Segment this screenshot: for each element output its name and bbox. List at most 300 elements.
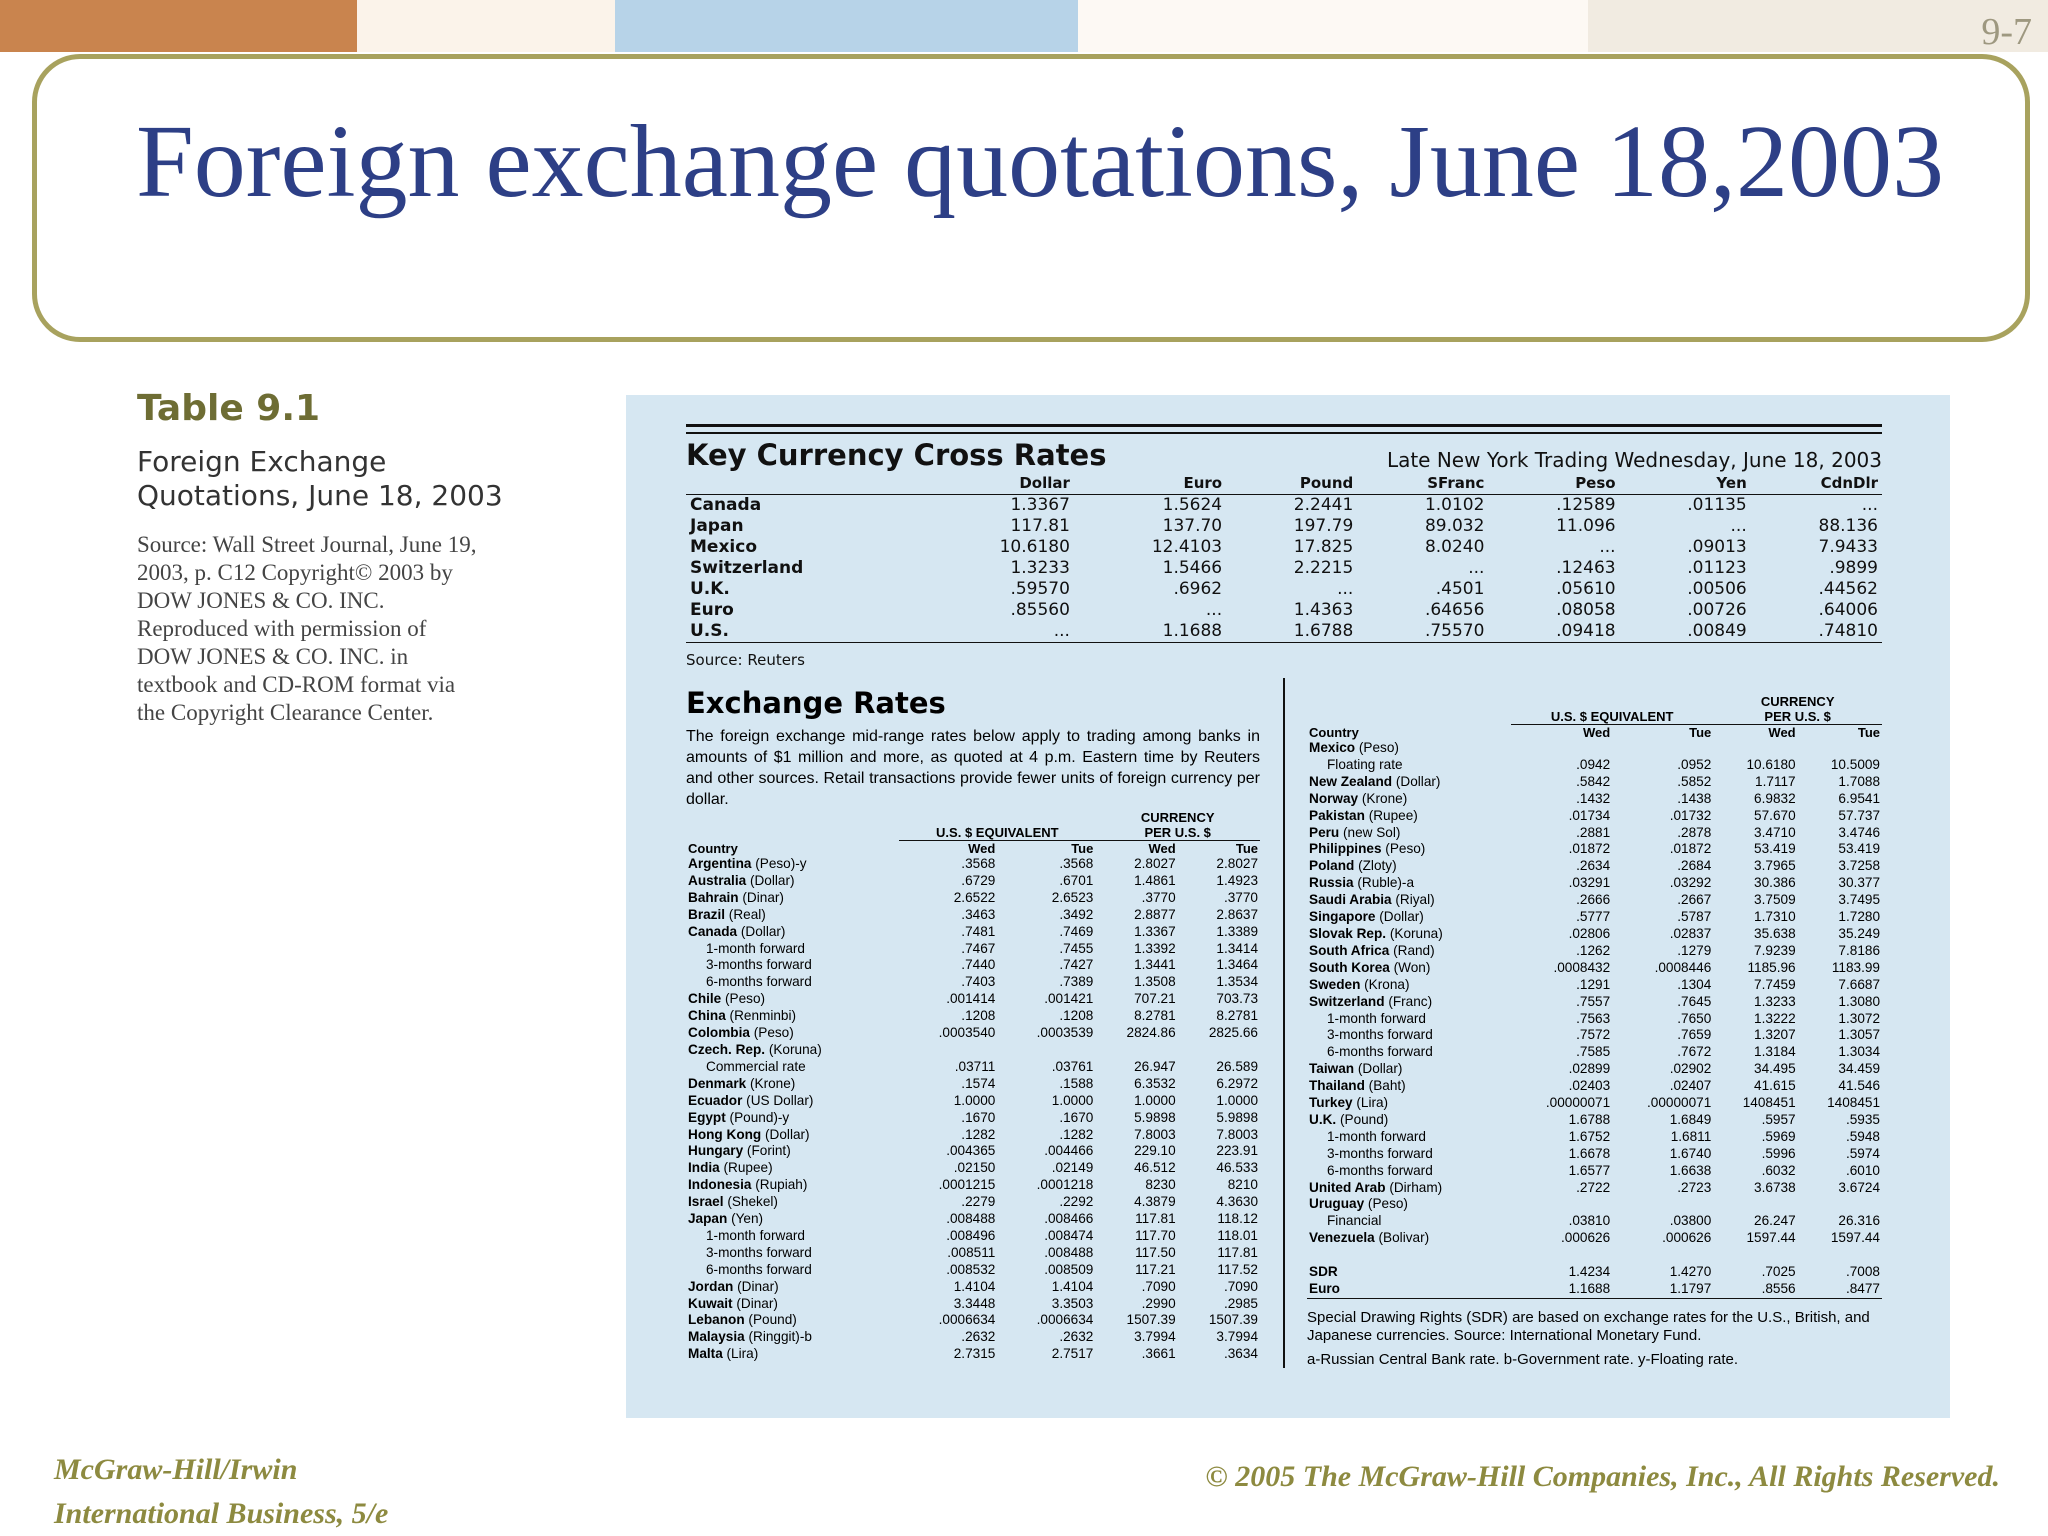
currency-name: (Dollar)	[1357, 1061, 1403, 1077]
country-cell	[686, 1346, 899, 1363]
country-name: Israel	[688, 1194, 728, 1210]
country-cell	[686, 1110, 899, 1127]
country-name: Turkey	[1309, 1095, 1357, 1111]
group-right-1: CURRENCY	[1140, 810, 1215, 825]
rate-cell: ...	[1337, 579, 1354, 599]
country-cell: 3-months forward	[706, 1244, 812, 1260]
rate-cell: .5948	[1845, 1128, 1880, 1144]
rate-cell: 1.4104	[953, 1278, 996, 1294]
currency-name: (Real)	[728, 906, 766, 922]
rate-cell: 1.3464	[1216, 957, 1258, 973]
rate-cell: .008488	[1044, 1244, 1094, 1260]
country-cell: 3-months forward	[706, 957, 812, 973]
rate-cell: 117.21	[1135, 1261, 1176, 1277]
rate-cell: 8230	[1145, 1177, 1176, 1193]
rate-cell	[1095, 1042, 1177, 1059]
rate-cell: 6.2972	[1216, 1075, 1258, 1091]
rate-cell: 1.6811	[1670, 1128, 1712, 1144]
table-row	[686, 974, 1260, 991]
rate-cell: .008509	[1044, 1261, 1094, 1277]
currency-name: (Forint)	[746, 1143, 791, 1159]
rate-cell: 7.8003	[1216, 1126, 1258, 1142]
currency-name: (Peso)	[1367, 1196, 1408, 1212]
country-cell	[686, 924, 899, 941]
currency-name: (Dollar)	[1395, 773, 1441, 789]
rate-cell: .5974	[1845, 1145, 1880, 1161]
rate-cell: 26.316	[1838, 1213, 1880, 1229]
country-name: Argentina	[688, 856, 756, 871]
rate-cell: .00506	[1687, 579, 1747, 599]
rate-cell: .001414	[946, 991, 996, 1007]
rate-cell: 3.6724	[1838, 1179, 1880, 1195]
country-cell	[686, 907, 899, 924]
rate-cell: .0001218	[1036, 1177, 1094, 1193]
table-row	[1307, 1196, 1882, 1213]
rate-cell: 1.3534	[1216, 974, 1258, 990]
rate-cell: ...	[1468, 558, 1485, 578]
rate-cell: 7.9433	[1818, 537, 1878, 557]
rate-cell: 10.5009	[1830, 756, 1880, 772]
column-header: Tue	[1689, 725, 1712, 740]
currency-name: (Peso)	[753, 1025, 794, 1041]
rate-cell: 1.1688	[1162, 621, 1223, 641]
cross-rates-source: Source: Reuters	[686, 651, 805, 669]
country-cell	[686, 873, 899, 890]
rate-cell: .2632	[961, 1329, 996, 1345]
column-header: Country	[688, 840, 738, 856]
rate-cell: .7572	[1576, 1027, 1611, 1043]
currency-name: (Peso)	[725, 991, 766, 1007]
rate-cell: 5.9898	[1134, 1109, 1176, 1125]
rate-cell: .008488	[946, 1211, 996, 1227]
exchange-rates-title: Exchange Rates	[686, 686, 946, 720]
country-cell: Mexico	[690, 537, 757, 557]
rate-cell: 35.638	[1754, 925, 1796, 941]
table-row	[686, 1042, 1260, 1059]
country-name: Hong Kong	[688, 1126, 766, 1142]
rate-cell: 1408451	[1742, 1095, 1796, 1111]
rate-cell: 2824.86	[1126, 1025, 1176, 1041]
currency-name: (Pound)-y	[729, 1109, 790, 1125]
country-cell	[1307, 825, 1511, 842]
country-cell	[686, 991, 899, 1008]
table-row	[686, 537, 1882, 558]
country-name: Taiwan	[1309, 1061, 1358, 1077]
currency-name: (Dinar)	[736, 1295, 778, 1311]
rate-cell: .01732	[1669, 807, 1712, 823]
rate-cell: 117.52	[1217, 1261, 1258, 1277]
rate-cell: .5787	[1677, 909, 1712, 925]
rate-cell: .1574	[961, 1075, 996, 1091]
table-source	[137, 531, 597, 727]
column-header: Wed	[968, 841, 996, 856]
currency-name: (Rand)	[1393, 942, 1435, 958]
rate-cell: .1262	[1576, 942, 1611, 958]
currency-name: (Ringgit)-b	[748, 1329, 812, 1345]
group-right-2: PER U.S. $	[1713, 709, 1882, 725]
currency-name: (Dinar)	[742, 889, 784, 905]
rate-cell: .2292	[1059, 1194, 1094, 1210]
rate-cell: 1.6577	[1568, 1162, 1611, 1178]
rate-cell: .1208	[961, 1008, 996, 1024]
rate-cell: .3568	[961, 856, 996, 871]
rate-cell: 2.8027	[1134, 856, 1176, 871]
rate-cell: .00726	[1687, 600, 1747, 620]
book-title: International Business, 5/e	[54, 1497, 389, 1530]
rate-cell: 1.3367	[1010, 495, 1070, 515]
table-row	[1307, 791, 1882, 808]
rate-cell: .03810	[1568, 1213, 1611, 1229]
country-cell	[1307, 1078, 1511, 1095]
rate-cell: .2632	[1059, 1329, 1094, 1345]
group-right-1: CURRENCY	[1760, 694, 1835, 709]
publisher-name: McGraw-Hill/Irwin	[54, 1453, 298, 1486]
cross-rates-section	[686, 424, 1882, 669]
country-cell: U.K.	[690, 579, 730, 599]
rate-cell: 1.3233	[1010, 558, 1070, 578]
country-cell	[686, 1329, 899, 1346]
rate-cell: 137.70	[1162, 516, 1223, 536]
rate-cell: 7.7459	[1754, 976, 1796, 992]
exchange-table-right	[1307, 694, 1882, 1299]
rate-cell: 117.70	[1135, 1227, 1176, 1243]
rate-cell: .1282	[961, 1126, 996, 1142]
rate-cell	[1612, 1247, 1713, 1264]
rate-cell	[1713, 740, 1797, 757]
exchange-rates-intro: The foreign exchange mid-range rates below apply to trading among banks in amounts of $1 million and more, as quoted at 4 p.m. Eastern time by Reuters and other sources. Retail transactions provide fewer units of foreign currency per dollar.	[686, 728, 1260, 808]
rate-cell: .1282	[1059, 1126, 1094, 1142]
country-cell: 6-months forward	[706, 974, 812, 990]
rate-cell: .00000071	[1545, 1095, 1611, 1111]
rate-cell: .000626	[1662, 1230, 1712, 1246]
rate-cell: .7389	[1059, 974, 1094, 990]
country-cell: Canada	[690, 495, 762, 515]
currency-name: (Peso)	[1358, 740, 1399, 755]
publisher-footer	[54, 1448, 388, 1536]
rate-cell: .12463	[1556, 558, 1616, 578]
rate-cell: .59570	[1010, 579, 1070, 599]
rate-cell: 46.533	[1216, 1160, 1258, 1176]
table-row	[686, 1296, 1260, 1313]
country-cell: 1-month forward	[1327, 1010, 1426, 1026]
country-cell	[1307, 1264, 1511, 1281]
rate-cell: 1.3222	[1754, 1010, 1796, 1026]
currency-name: (Lira)	[1356, 1095, 1389, 1111]
rate-cell: 1.0102	[1424, 495, 1485, 515]
rate-cell: .01872	[1669, 841, 1712, 857]
country-cell	[1307, 1112, 1511, 1129]
currency-name: (Yen)	[731, 1211, 764, 1227]
table-row	[686, 1025, 1260, 1042]
rate-cell: .03291	[1568, 875, 1611, 891]
rate-cell: .6010	[1845, 1162, 1880, 1178]
country-name: Norway	[1309, 790, 1362, 806]
rate-cell: .6729	[961, 872, 996, 888]
rate-cell: .2279	[961, 1194, 996, 1210]
rate-cell: 707.21	[1134, 991, 1176, 1007]
rate-cell: 3.7994	[1134, 1329, 1176, 1345]
source-line: DOW JONES & CO. INC. in	[137, 644, 409, 669]
table-row	[1307, 757, 1882, 774]
rate-cell: .7650	[1677, 1010, 1712, 1026]
table-row	[1307, 1281, 1882, 1298]
rate-cell: .5957	[1761, 1111, 1796, 1127]
rate-cell: 3.7495	[1838, 892, 1880, 908]
rate-cell: .0001215	[938, 1177, 996, 1193]
rate-cell: 1.3389	[1216, 923, 1258, 939]
rate-cell: 2.2441	[1293, 495, 1354, 515]
rate-cell: .9899	[1829, 558, 1878, 578]
rate-cell: 1.4234	[1568, 1264, 1611, 1280]
rate-cell: .0006634	[1036, 1312, 1094, 1328]
currency-name: (Krone)	[749, 1075, 796, 1091]
table-row	[1307, 841, 1882, 858]
country-cell	[1307, 774, 1511, 791]
rate-cell: .5935	[1845, 1111, 1880, 1127]
country-cell: 1-month forward	[1327, 1128, 1426, 1144]
source-line: DOW JONES & CO. INC.	[137, 588, 385, 613]
rate-cell: .7585	[1576, 1044, 1611, 1060]
slide-title: Foreign exchange quotations, June 18,2003	[135, 104, 1945, 219]
country-name: Philippines	[1309, 841, 1386, 857]
header-bar-beige	[1588, 0, 2048, 52]
rate-cell: 1.7088	[1838, 773, 1880, 789]
rate-cell: 1597.44	[1746, 1230, 1796, 1246]
rate-cell: 2.8637	[1216, 906, 1258, 922]
rate-cell: 6.9832	[1754, 790, 1796, 806]
rate-cell: 118.01	[1217, 1227, 1258, 1243]
currency-name: (Pound)	[1339, 1111, 1389, 1127]
country-cell	[1307, 926, 1511, 943]
currency-name: (Pound)	[748, 1312, 797, 1328]
source-line: textbook and CD-ROM format via	[137, 672, 456, 697]
rate-cell	[1798, 1247, 1882, 1264]
rate-cell: .5969	[1761, 1128, 1796, 1144]
column-header: SFranc	[1357, 472, 1488, 495]
rate-cell: 2.6523	[1051, 889, 1094, 905]
rate-cell	[997, 1042, 1095, 1059]
table-caption	[137, 445, 597, 513]
currency-name: (Dollar)	[765, 1126, 810, 1142]
currency-name: (new Sol)	[1343, 824, 1401, 840]
table-row	[686, 1194, 1260, 1211]
country-cell: U.S.	[690, 621, 729, 641]
country-cell	[686, 1025, 899, 1042]
rate-cell: .8556	[1761, 1281, 1796, 1296]
rate-cell: .03761	[1051, 1058, 1094, 1074]
currency-name: (Rupiah)	[755, 1177, 808, 1193]
rate-cell: 1507.39	[1126, 1312, 1176, 1328]
table-row	[1307, 1146, 1882, 1163]
column-header: Country	[1309, 724, 1359, 740]
table-number: Table 9.1	[137, 388, 321, 429]
country-cell	[1307, 875, 1511, 892]
table-row	[686, 600, 1882, 621]
country-cell	[1307, 960, 1511, 977]
table-row	[686, 1346, 1260, 1363]
rate-cell: 1.3057	[1838, 1027, 1880, 1043]
rate-cell: .64006	[1818, 600, 1878, 620]
currency-name: (Dinar)	[737, 1278, 779, 1294]
table-row	[1307, 892, 1882, 909]
rate-cell: .3634	[1223, 1346, 1258, 1362]
rate-cell: 6.3532	[1134, 1075, 1176, 1091]
table-row	[1307, 808, 1882, 825]
table-row	[686, 579, 1882, 600]
rate-cell: 1.4363	[1293, 600, 1354, 620]
rate-cell: .7008	[1845, 1264, 1880, 1280]
rate-cell: 1.6788	[1568, 1111, 1611, 1127]
table-row	[686, 1110, 1260, 1127]
rate-cell: .00000071	[1647, 1095, 1712, 1111]
country-cell	[1307, 994, 1511, 1011]
rate-cell: .64656	[1424, 600, 1485, 620]
country-cell	[686, 1127, 899, 1144]
rate-cell: .03800	[1669, 1213, 1712, 1229]
country-cell	[686, 1312, 899, 1329]
country-name: Egypt	[688, 1109, 730, 1125]
rate-cell: .1432	[1576, 790, 1611, 806]
country-cell: 6-months forward	[706, 1261, 812, 1277]
exchange-table-left	[686, 810, 1260, 1363]
sdr-note: Special Drawing Rights (SDR) are based on exchange rates for the U.S., British, and Japanese currencies. Source: International Monetary Fund.	[1307, 1308, 1870, 1344]
country-cell	[1307, 791, 1511, 808]
country-cell	[686, 1211, 899, 1228]
currency-name: (Krone)	[1361, 790, 1408, 806]
rate-cell: .0003540	[938, 1025, 996, 1041]
rate-cell: 229.10	[1134, 1143, 1176, 1159]
table-row	[686, 558, 1882, 579]
header-bar-blue	[615, 0, 1078, 52]
rate-cell: 6.9541	[1838, 790, 1880, 806]
country-cell	[686, 856, 899, 873]
rate-cell: 1408451	[1827, 1095, 1880, 1111]
country-cell	[1307, 1230, 1511, 1247]
rate-cell	[1178, 1042, 1260, 1059]
rate-cell: 1.0000	[953, 1092, 996, 1108]
header-bar-orange	[0, 0, 357, 52]
rate-cell: .5852	[1677, 773, 1712, 789]
country-cell: Switzerland	[690, 558, 804, 578]
rate-cell: .008474	[1044, 1227, 1094, 1243]
table-row	[1307, 977, 1882, 994]
table-row	[686, 890, 1260, 907]
rate-cell: 1597.44	[1830, 1230, 1880, 1246]
currency-name: (Peso)-y	[755, 856, 807, 871]
rate-cell: .7645	[1677, 993, 1712, 1009]
country-cell	[686, 890, 899, 907]
currency-name: (US Dollar)	[746, 1092, 814, 1108]
table-caption-block	[137, 388, 597, 727]
table-row	[1307, 1247, 1882, 1264]
rate-cell: 8.0240	[1424, 537, 1485, 557]
table-row	[1307, 1112, 1882, 1129]
rate-cell: 1.3233	[1754, 993, 1796, 1009]
country-name: Russia	[1309, 875, 1358, 891]
exchange-rates-left	[686, 686, 1260, 1363]
country-cell	[1307, 1095, 1511, 1112]
country-name: Czech. Rep.	[688, 1041, 769, 1057]
country-cell	[686, 1160, 899, 1177]
country-name: Japan	[688, 1211, 732, 1227]
currency-name: (Rupee)	[723, 1160, 773, 1176]
table-row	[686, 1211, 1260, 1228]
rate-cell: 1.3414	[1216, 940, 1258, 956]
rate-cell: 3.3448	[953, 1295, 996, 1311]
currency-name: (Riyal)	[1395, 892, 1435, 908]
rate-cell	[1511, 1196, 1612, 1213]
rate-cell: .2985	[1223, 1295, 1258, 1311]
table-row	[686, 907, 1260, 924]
country-name: Chile	[688, 991, 726, 1007]
column-header: Pound	[1226, 472, 1357, 495]
rate-cell: 3.7258	[1838, 858, 1880, 874]
rate-cell: 17.825	[1293, 537, 1354, 557]
header-bar-white	[1078, 0, 1588, 52]
currency-name: (Lira)	[726, 1346, 759, 1362]
rate-cell: .7440	[961, 957, 996, 973]
country-cell: Commercial rate	[706, 1058, 806, 1074]
rate-cell: .7467	[961, 940, 996, 956]
country-name: Bahrain	[688, 889, 743, 905]
rate-cell	[1798, 740, 1882, 757]
slide-number: 9-7	[1981, 11, 2032, 53]
rate-cell: .02150	[953, 1160, 996, 1176]
country-name: New Zealand	[1309, 773, 1396, 789]
rate-cell: 117.81	[1217, 1244, 1258, 1260]
rate-cell: 1.6752	[1568, 1128, 1611, 1144]
rate-cell: 1.1688	[1568, 1281, 1611, 1296]
table-row	[686, 1279, 1260, 1296]
table-row	[1307, 1213, 1882, 1230]
rate-cell: .3568	[1059, 856, 1094, 871]
rate-cell: .1304	[1677, 976, 1712, 992]
table-row	[1307, 825, 1882, 842]
rate-cell: 3.6738	[1754, 1179, 1796, 1195]
country-cell	[686, 1042, 899, 1059]
rate-cell: 2.2215	[1293, 558, 1354, 578]
rate-cell: .7403	[961, 974, 996, 990]
rate-cell: 1.4861	[1134, 872, 1176, 888]
country-cell	[686, 1008, 899, 1025]
rate-cell: 1.6638	[1669, 1162, 1712, 1178]
rate-cell: 46.512	[1134, 1160, 1176, 1176]
rate-cell: 10.6180	[999, 537, 1070, 557]
rate-cell: .01135	[1687, 495, 1747, 515]
country-cell: 6-months forward	[1327, 1162, 1433, 1178]
rate-cell: 1185.96	[1747, 959, 1796, 975]
table-row	[686, 1076, 1260, 1093]
rate-cell: 57.670	[1754, 807, 1796, 823]
rate-cell: 1.3441	[1134, 957, 1176, 973]
rate-cell: ...	[1599, 537, 1616, 557]
country-cell	[1307, 1061, 1511, 1078]
rate-cell: 1.0000	[1051, 1092, 1094, 1108]
country-cell	[686, 1279, 899, 1296]
rate-cell: 7.6687	[1838, 976, 1880, 992]
table-row	[686, 1143, 1260, 1160]
rate-cell: 3.3503	[1051, 1295, 1094, 1311]
country-name: Peru	[1309, 824, 1343, 840]
table-row	[686, 991, 1260, 1008]
country-name: Canada	[688, 923, 741, 939]
rate-cell: .1291	[1576, 976, 1611, 992]
currency-name: (Dollar)	[1379, 909, 1424, 925]
rate-cell: .004466	[1044, 1143, 1094, 1159]
column-header: Yen	[1620, 472, 1751, 495]
country-cell	[1307, 1180, 1511, 1197]
rate-cell: .01123	[1687, 558, 1747, 578]
